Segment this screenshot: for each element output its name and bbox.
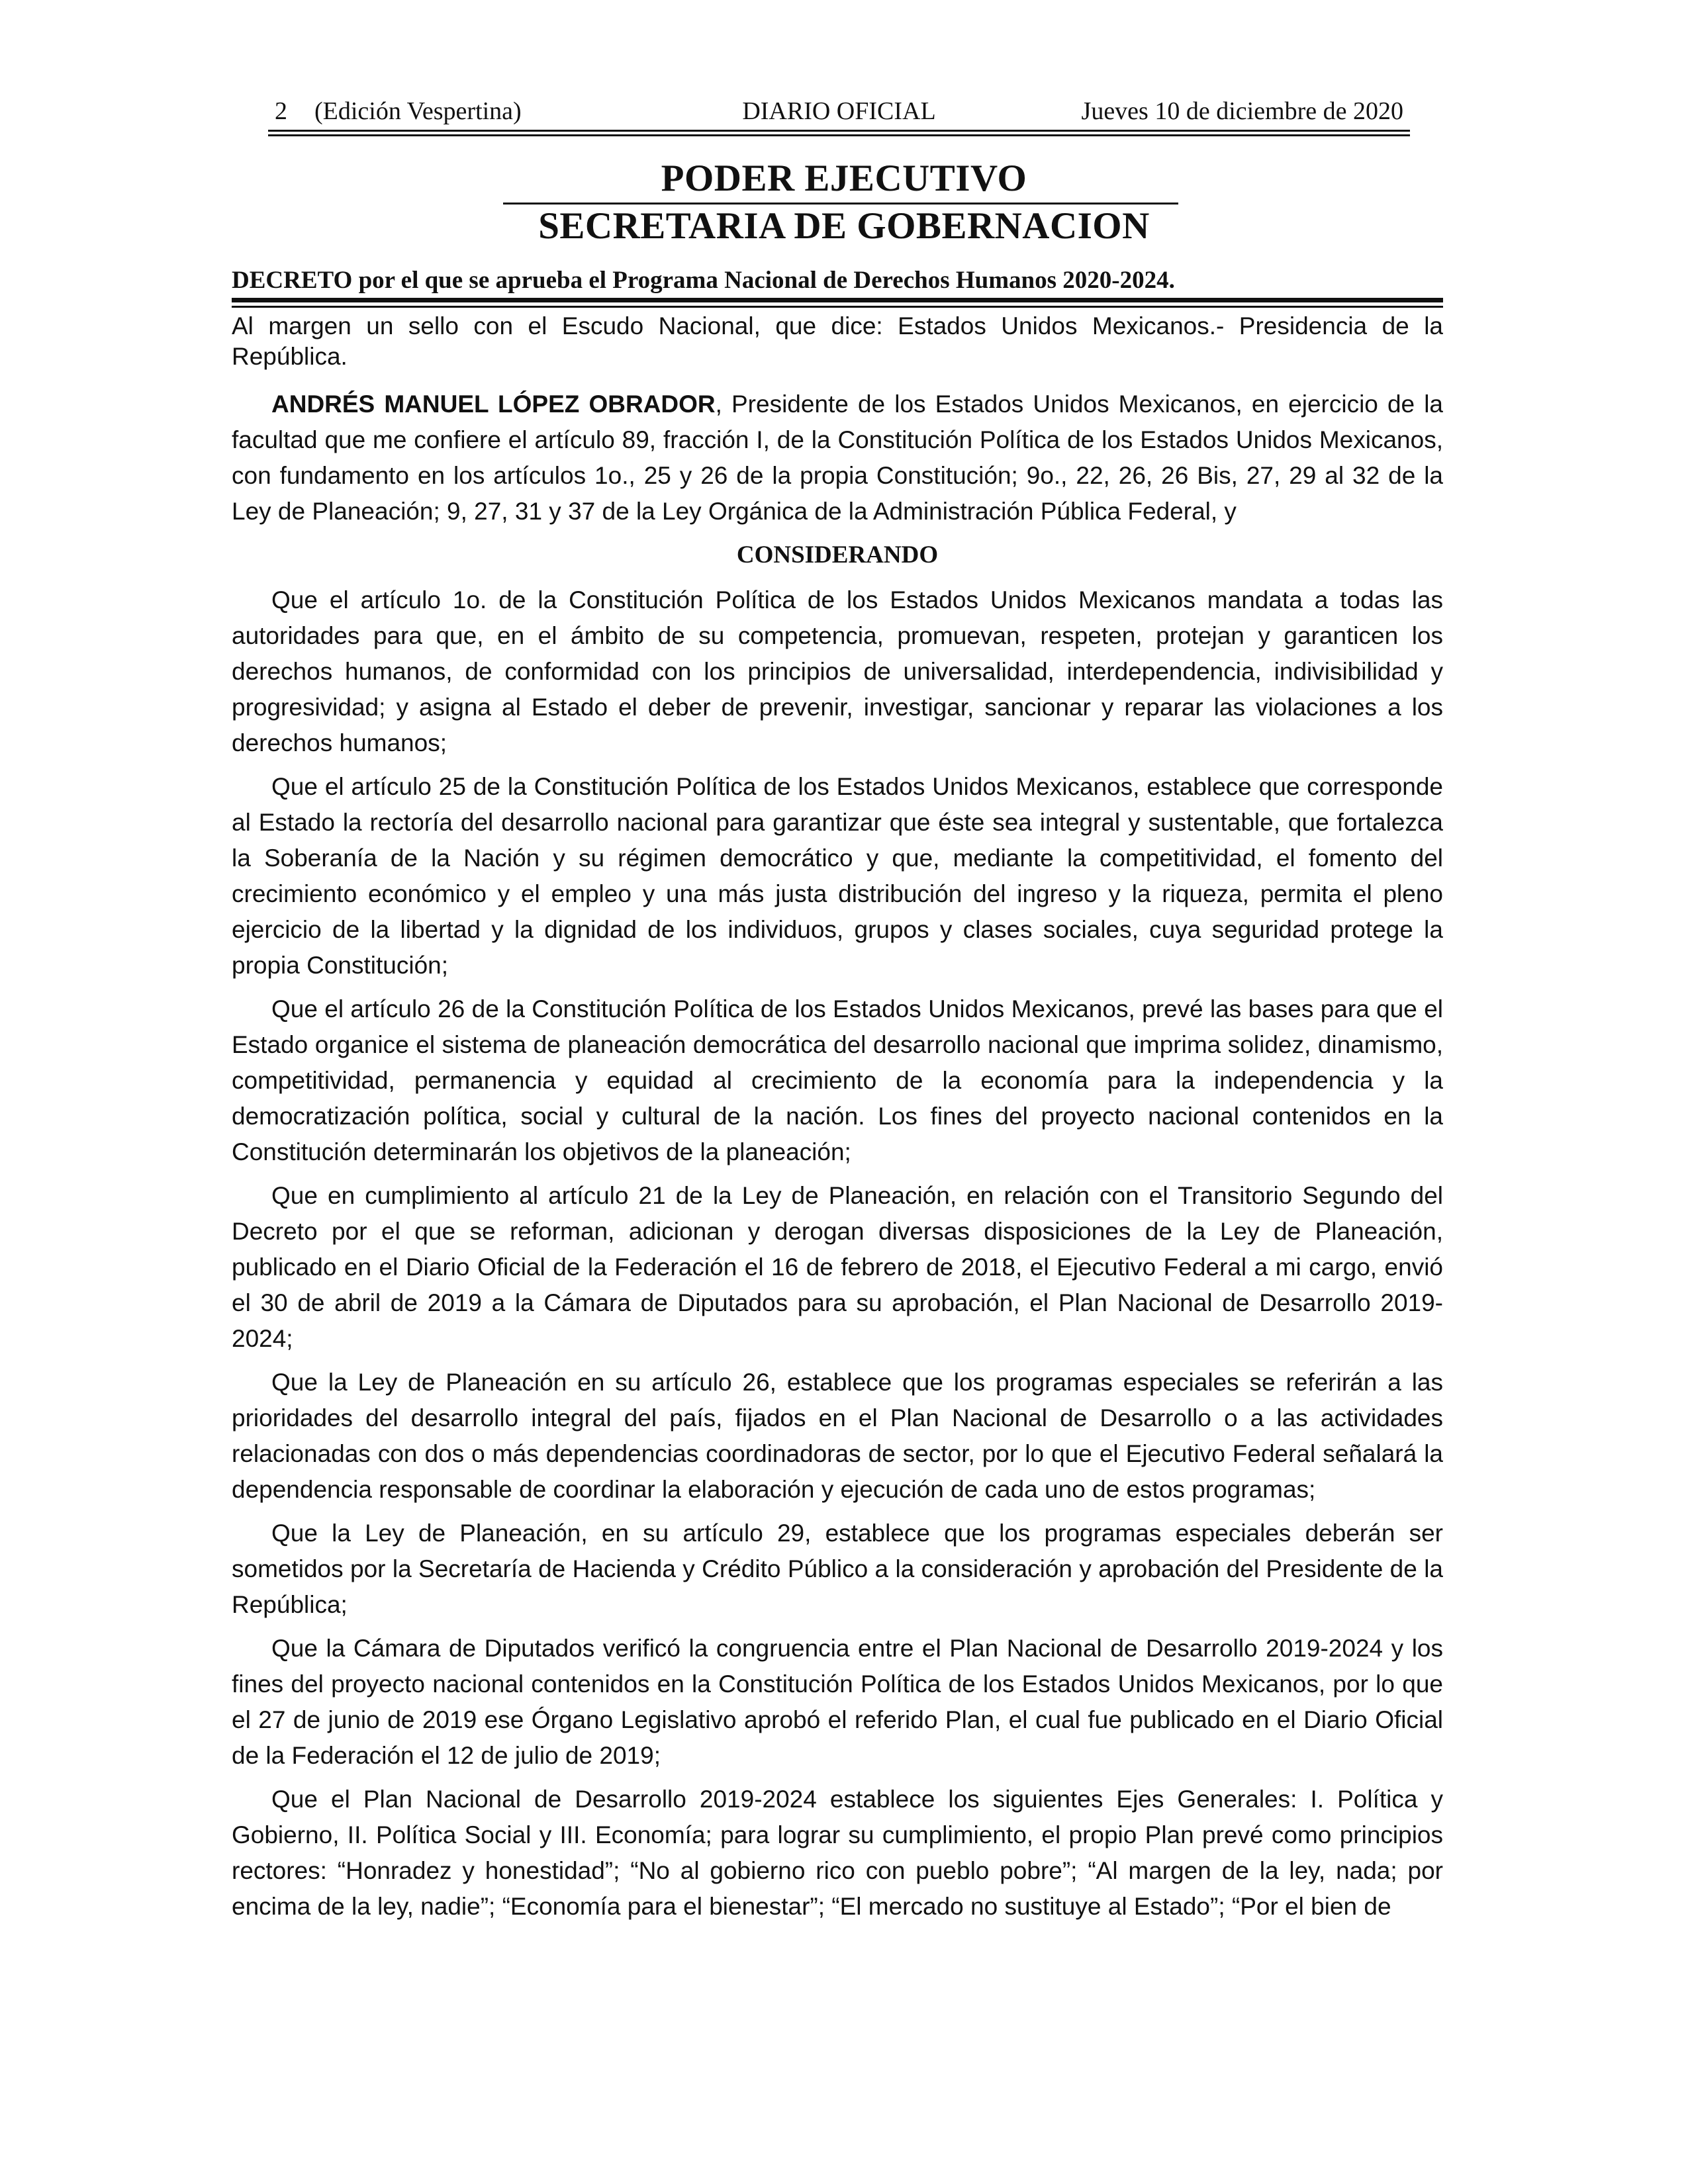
page-number: 2: [275, 97, 287, 125]
decree-title: [232, 265, 1456, 296]
edition-label: (Edición Vespertina): [314, 97, 522, 125]
paragraph-1: Que el artículo 1o. de la Constitución Política de los Estados Unidos Mexicanos mandata a todas las autoridades para que, en el ámbito de su competencia, promuevan, respeten, protejan y garanticen los derechos humanos, de conformidad con los principios de universalidad, interdependencia, indivisibilidad y progresividad; y asigna al Estado el deber de prevenir, investigar, sancionar y reparar las violaciones a los derechos humanos;: [232, 586, 1443, 756]
running-header: [268, 93, 1410, 130]
header-divider-double: [268, 134, 1410, 136]
paragraph-4: Que en cumplimiento al artículo 21 de la Ley de Planeación, en relación con el Transitorio Segundo del Decreto por el que se reforman, adicionan y derogan diversas disposiciones de la Ley de Planeación, publicado en el Diario Oficial de la Federación el 16 de febrero de 2018, el Ejecutivo Federal a mi cargo, envió el 30 de abril de 2019 a la Cámara de Diputados para su aprobación, el Plan Nacional de Desarrollo 2019-2024;: [232, 1182, 1443, 1352]
considerando-heading: CONSIDERANDO: [736, 541, 939, 569]
paragraph-5: Que la Ley de Planeación en su artículo 26, establece que los programas especiales se referirán a las prioridades del desarrollo integral del país, fijados en el Plan Nacional de Desarrollo o a las actividades relacionadas con dos o más dependencias coordinadoras de sector, por lo que el Ejecutivo Federal señalará la dependencia responsable de coordinar la elaboración y ejecución de cada uno de estos programas;: [232, 1369, 1443, 1503]
issue-date: Jueves 10 de diciembre de 2020: [1081, 97, 1403, 125]
decree-divider-thick: [232, 298, 1443, 302]
paragraph-6: Que la Ley de Planeación, en su artículo 29, establece que los programas especiales deberán ser sometidos por la Secretaría de Hacienda y Crédito Público a la consideración y aprobación del Presidente de la República;: [232, 1520, 1443, 1618]
intro-paragraph: [232, 387, 1443, 529]
document-body: [232, 311, 1443, 1933]
header-divider: [268, 130, 1410, 132]
paragraph-2: Que el artículo 25 de la Constitución Política de los Estados Unidos Mexicanos, establece que corresponde al Estado la rectoría del desarrollo nacional para garantizar que éste sea integral y sustentable, que fortalezca la Soberanía de la Nación y su régimen democrático y que, mediante la competitividad, el fomento del crecimiento económico y el empleo y una más justa distribución del ingreso y la riqueza, permita el pleno ejercicio de la libertad y la dignidad de los individuos, grupos y clases sociales, cuya seguridad protege la propia Constitución;: [232, 773, 1443, 979]
decree-divider-thin: [232, 306, 1443, 308]
seal-note: Al margen un sello con el Escudo Nacional, que dice: Estados Unidos Mexicanos.- Presidencia de la República.: [232, 312, 1443, 370]
decree-lead: DECRETO: [232, 267, 353, 294]
paragraph-8: Que el Plan Nacional de Desarrollo 2019-2024 establece los siguientes Ejes Generales: I. Política y Gobierno, II. Política Social y III. Economía; para lograr su cumplimiento, el propio Plan prevé como principios rectores: “Honradez y honestidad”; “No al gobierno rico con pueblo pobre”; “Al margen de la ley, nada; por encima de la ley, nadie”; “Economía para el bienestar”; “El mercado no sustituye al Estado”; “Por el bien de: [232, 1786, 1443, 1920]
publication-name: DIARIO OFICIAL: [742, 97, 936, 125]
paragraph-3: Que el artículo 26 de la Constitución Política de los Estados Unidos Mexicanos, prevé las bases para que el Estado organice el sistema de planeación democrática del desarrollo nacional que imprima solidez, dinamismo, competitividad, permanencia y equidad al crecimiento de la economía para la independencia y la democratización política, social y cultural de la nación. Los fines del proyecto nacional contenidos en la Constitución determinarán los objetivos de la planeación;: [232, 995, 1443, 1165]
paragraph-7: Que la Cámara de Diputados verificó la congruencia entre el Plan Nacional de Desarrollo 2019-2024 y los fines del proyecto nacional contenidos en la Constitución Política de los Estados Unidos Mexicanos, por lo que el 27 de junio de 2019 ese Órgano Legislativo aprobó el referido Plan, el cual fue publicado en el Diario Oficial de la Federación el 12 de julio de 2019;: [232, 1635, 1443, 1769]
secretariat-title: SECRETARIA DE GOBERNACION: [538, 205, 1150, 247]
branch-title: PODER EJECUTIVO: [661, 158, 1027, 199]
intro-text: , Presidente de los Estados Unidos Mexicanos, en ejercicio de la facultad que me confiere el artículo 89, fracción I, de la Constitución Política de los Estados Unidos Mexicanos, con fundamento en los artículos 1o., 25 y 26 de la propia Constitución; 9o., 22, 26, 26 Bis, 27, 29 al 32 de la Ley de Planeación; 9, 27, 31 y 37 de la Ley Orgánica de la Administración Pública Federal, y: [232, 390, 1444, 525]
president-name: ANDRÉS MANUEL LÓPEZ OBRADOR: [271, 390, 716, 418]
decree-rest: por el que se aprueba el Programa Nacional de Derechos Humanos 2020-2024.: [352, 267, 1175, 294]
title-divider: [503, 203, 1178, 205]
